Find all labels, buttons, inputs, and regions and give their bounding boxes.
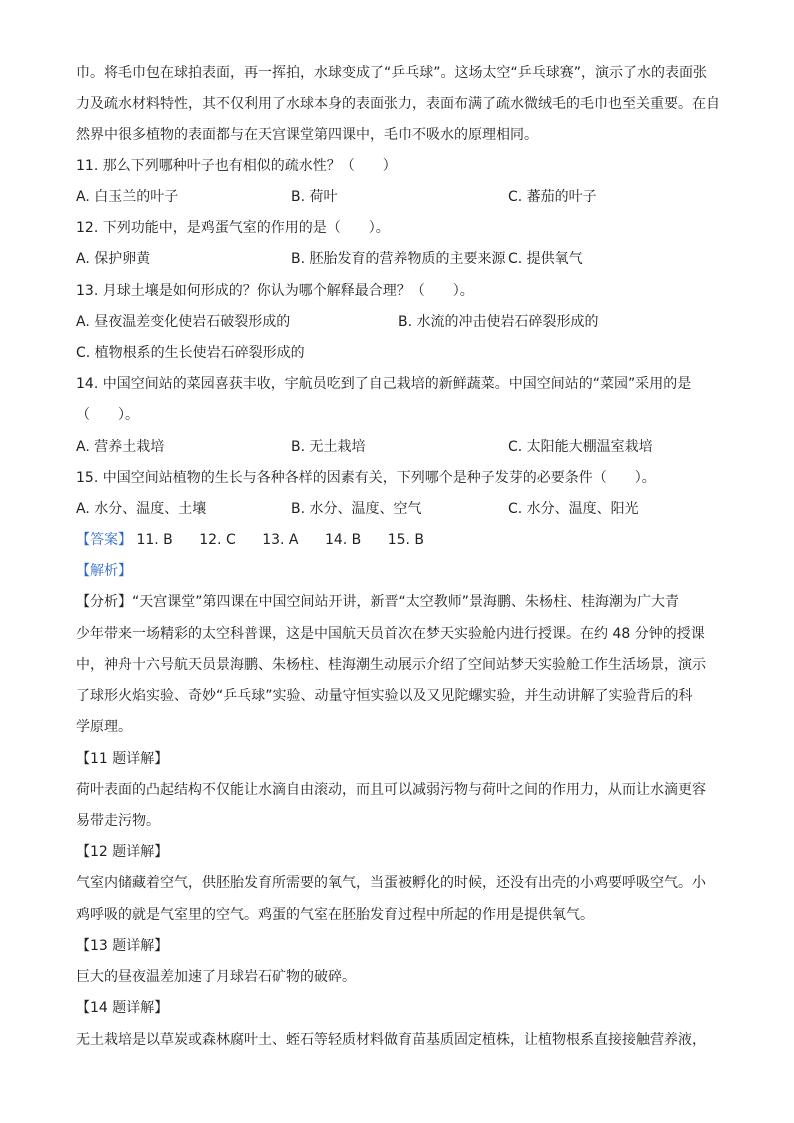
answer-item: 12. C xyxy=(199,532,236,548)
detail-13-line: 巨大的昼夜温差加速了月球岩石矿物的破碎。 xyxy=(76,969,356,985)
question-12-option-b: B. 胚胎发育的营养物质的主要来源 xyxy=(291,251,506,267)
question-12-stem: 12. 下列功能中，是鸡蛋气室的作用的是（ ）。 xyxy=(76,220,390,236)
intro-line: 巾。将毛巾包在球拍表面，再一挥拍，水球变成了“乒乓球”。这场太空“乒乓球赛”，演示了水的表面张 xyxy=(76,65,708,81)
question-13-option-a: A. 昼夜温差变化使岩石破裂形成的 xyxy=(76,314,291,330)
question-15-option-c: C. 水分、温度、阳光 xyxy=(508,501,639,517)
detail-12-line: 气室内储藏着空气，供胚胎发育所需要的氧气，当蛋被孵化的时候，还没有出壳的小鸡要呼吸空气。小 xyxy=(76,875,706,891)
detail-12-title: 【12 题详解】 xyxy=(76,844,169,860)
question-11-option-a: A. 白玉兰的叶子 xyxy=(76,189,179,205)
analysis-line: 中，神舟十六号航天员景海鹏、朱杨柱、桂海潮生动展示介绍了空间站梦天实验舱工作生活场景，演示 xyxy=(76,657,706,673)
question-14-stem-continued: （ ）。 xyxy=(76,407,139,423)
question-11-stem: 11. 那么下列哪种叶子也有相似的疏水性？（ ） xyxy=(76,158,397,174)
question-13-option-b: B. 水流的冲击使岩石碎裂形成的 xyxy=(398,314,599,330)
question-15-stem: 15. 中国空间站植物的生长与各种各样的因素有关，下列哪个是种子发芽的必要条件（ ）。 xyxy=(76,470,656,486)
answer-item: 14. B xyxy=(324,532,362,548)
question-14-option-b: B. 无土栽培 xyxy=(291,439,366,455)
intro-line: 然界中很多植物的表面都与在天宫课堂第四课中，毛巾不吸水的原理相同。 xyxy=(76,127,538,143)
analysis-label: 【解析】 xyxy=(76,563,132,579)
detail-11-title: 【11 题详解】 xyxy=(76,751,169,767)
analysis-line: 学原理。 xyxy=(76,719,132,735)
question-11-option-c: C. 蕃茄的叶子 xyxy=(508,189,597,205)
answer-item: 15. B xyxy=(387,532,425,548)
question-11-option-b: B. 荷叶 xyxy=(291,189,338,205)
detail-12-line: 鸡呼吸的就是气室里的空气。鸡蛋的气室在胚胎发育过程中所起的作用是提供氧气。 xyxy=(76,907,594,923)
answer-item: 13. A xyxy=(262,532,299,548)
answer-row xyxy=(76,530,446,550)
question-15-option-a: A. 水分、温度、土壤 xyxy=(76,501,207,517)
detail-13-title: 【13 题详解】 xyxy=(76,938,169,954)
question-14-option-a: A. 营养土栽培 xyxy=(76,439,165,455)
question-14-stem: 14. 中国空间站的菜园喜获丰收，宇航员吃到了自己栽培的新鲜蔬菜。中国空间站的“菜园”采用的是 xyxy=(76,376,692,392)
detail-14-title: 【14 题详解】 xyxy=(76,1000,169,1016)
analysis-line: 【分析】“天宫课堂”第四课在中国空间站开讲，新晋“太空教师”景海鹏、朱杨柱、桂海潮为广大青 xyxy=(76,594,680,610)
question-13-option-c: C. 植物根系的生长使岩石碎裂形成的 xyxy=(76,345,305,361)
intro-line: 力及疏水材料特性，其不仅利用了水球本身的表面张力，表面布满了疏水微绒毛的毛巾也至关重要。在自 xyxy=(76,96,720,112)
question-13-stem: 13. 月球土壤是如何形成的？你认为哪个解释最合理？（ ）。 xyxy=(76,283,474,299)
question-12-option-c: C. 提供氧气 xyxy=(508,251,583,267)
detail-14-line: 无土栽培是以草炭或森林腐叶土、蛭石等轻质材料做育苗基质固定植株，让植物根系直接接触营养液， xyxy=(76,1032,706,1048)
analysis-line: 少年带来一场精彩的太空科普课，这是中国航天员首次在梦天实验舱内进行授课。在约 48 分钟的授课 xyxy=(76,626,705,642)
question-14-option-c: C. 太阳能大棚温室栽培 xyxy=(508,439,653,455)
detail-11-line: 荷叶表面的凸起结构不仅能让水滴自由滚动，而且可以减弱污物与荷叶之间的作用力，从而让水滴更容 xyxy=(76,782,706,798)
question-15-option-b: B. 水分、温度、空气 xyxy=(291,501,422,517)
analysis-line: 了球形火焰实验、奇妙“乒乓球”实验、动量守恒实验以及又见陀螺实验，并生动讲解了实验背后的科 xyxy=(76,688,693,704)
detail-11-line: 易带走污物。 xyxy=(76,813,160,829)
answer-item: 11. B xyxy=(136,532,173,548)
question-12-option-a: A. 保护卵黄 xyxy=(76,251,151,267)
answer-label: 【答案】 xyxy=(76,532,132,548)
